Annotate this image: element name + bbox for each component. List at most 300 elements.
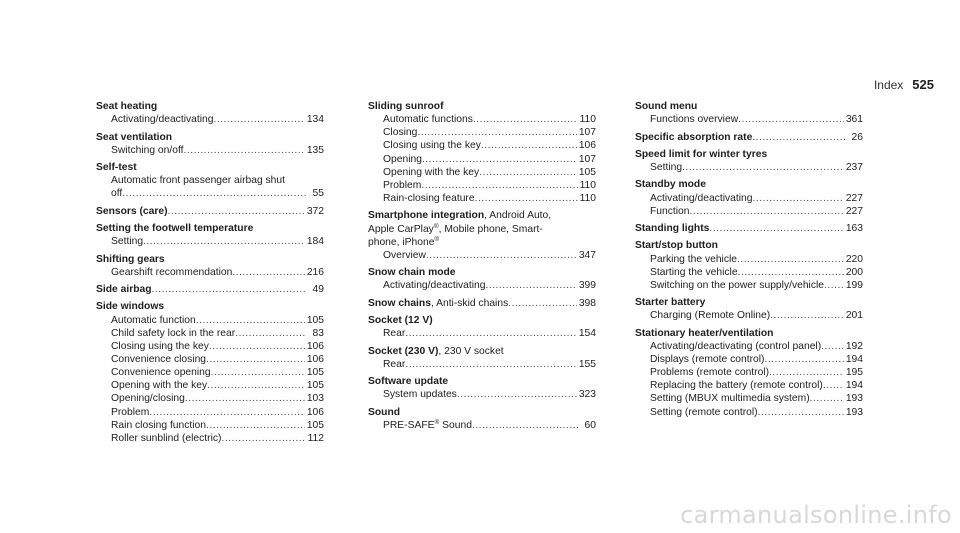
index-subentry [96, 113, 324, 126]
index-headword: Seat ventilation [96, 131, 173, 143]
index-headword-line [368, 406, 596, 419]
index-headword-text [368, 100, 444, 113]
index-subentry [635, 340, 863, 353]
index-subentry-text [111, 379, 207, 392]
index-headword: Software update [368, 376, 449, 388]
index-headword: Setting the footwell temperature [96, 223, 254, 234]
subentry-label: Roller sunblind (electric) [111, 432, 222, 444]
index-subentry [368, 113, 596, 126]
subentry-label: Starting the vehicle [650, 266, 738, 278]
subentry-label: Closing using the key [111, 340, 209, 352]
index-page-ref: 106 [578, 140, 596, 152]
index-subentry-text [650, 353, 764, 366]
index-subentry-text [650, 266, 738, 279]
index-page-ref: 193 [845, 406, 863, 418]
index-headword-text [635, 296, 705, 309]
subentry-label: Automatic functions [383, 114, 473, 126]
subentry-label: Problem [383, 179, 422, 191]
index-page-ref: 106 [306, 353, 324, 365]
index-headword-line [96, 100, 324, 113]
index-page-ref: 227 [845, 192, 863, 204]
page-header [874, 77, 934, 92]
index-subentry-text [383, 279, 485, 292]
index-headword-text [635, 222, 709, 235]
index-entry [368, 406, 596, 432]
subentry-label: Switching on the power supply/vehicle [650, 279, 825, 291]
index-headword-text [368, 297, 508, 310]
subentry-label: Displays (remote control) [650, 353, 765, 365]
dot-leader [770, 309, 844, 322]
index-page-ref: 110 [579, 193, 596, 205]
registered-mark: ® [434, 235, 440, 243]
dot-leader [810, 392, 844, 405]
index-subentry [368, 192, 596, 205]
index-headword-line [635, 178, 863, 191]
index-subentry-text [383, 166, 479, 179]
dot-leader [426, 249, 577, 262]
index-headword-text [96, 222, 253, 235]
index-headword: Self-test [96, 162, 137, 173]
index-headword-line [635, 222, 863, 235]
index-subentry-text [650, 366, 769, 379]
page-number: 525 [912, 77, 934, 92]
index-headword-text [96, 283, 152, 296]
index-subentry-text [650, 379, 823, 392]
subentry-label: Replacing the battery (remote control) [650, 380, 823, 392]
header-label: Index [873, 78, 904, 92]
index-headword: Smartphone integration [368, 210, 485, 222]
index-headword-line [368, 345, 596, 358]
index-headword-text [96, 161, 137, 174]
index-page-ref: 195 [845, 367, 863, 379]
dot-leader [206, 353, 305, 366]
subentry-label: Parking the vehicle [650, 253, 738, 265]
index-entry [96, 205, 324, 218]
index-subentry [368, 327, 596, 340]
index-subentry-text [111, 144, 184, 157]
index-page-ref: 194 [845, 380, 863, 392]
dot-leader [232, 266, 304, 279]
index-headword-text [96, 205, 168, 218]
index-subentry [368, 388, 596, 401]
dot-leader [206, 419, 305, 432]
dot-leader [405, 327, 576, 340]
index-subentry [96, 187, 324, 200]
index-subentry-text [111, 353, 206, 366]
index-entry [368, 297, 596, 310]
dot-leader [211, 366, 305, 379]
index-headword-qualifier: , Anti-skid chains [430, 297, 509, 309]
subentry-label: Closing [383, 127, 418, 139]
index-headword: Standby mode [635, 179, 706, 191]
index-column-1 [96, 100, 324, 449]
index-headword-text [635, 148, 767, 161]
index-headword-line [368, 100, 596, 113]
index-subentry [96, 419, 324, 432]
index-subentry-text [650, 340, 821, 353]
index-page-ref: 184 [306, 236, 324, 248]
index-entry [96, 253, 324, 279]
dot-leader [122, 187, 306, 200]
index-headword-text [96, 131, 172, 144]
index-headword: Speed limit for winter tyres [635, 148, 768, 160]
index-headword-text [96, 300, 164, 313]
index-page-ref: 83 [312, 327, 324, 339]
index-headword: Stationary heater/ventilation [635, 327, 774, 339]
subentry-label: Closing using the key [383, 140, 481, 152]
dot-leader [682, 161, 844, 174]
index-page-ref: 55 [312, 188, 324, 200]
index-headword: Socket (12 V) [368, 315, 433, 327]
dot-leader [472, 419, 578, 432]
subentry-label: Rear [383, 358, 406, 370]
index-headword-text [368, 314, 433, 327]
index-headword-text [96, 253, 165, 266]
subentry-label: Automatic function [111, 314, 196, 326]
dot-leader [473, 113, 578, 126]
index-headword-line [96, 205, 324, 218]
index-headword-text [635, 327, 773, 340]
subentry-label: Sound [439, 419, 472, 431]
index-page-ref: 347 [578, 249, 596, 261]
index-subentry [635, 279, 863, 292]
subentry-label: Activating/deactivating [111, 114, 214, 126]
index-subentry [635, 366, 863, 379]
index-headword-continuation [368, 223, 596, 236]
index-subentry [368, 419, 596, 432]
index-subentry [96, 327, 324, 340]
index-column-3 [635, 100, 863, 423]
index-headword: Starter battery [635, 297, 706, 309]
index-headword-text [368, 209, 551, 222]
index-subentry [635, 353, 863, 366]
index-page-ref: 107 [578, 153, 596, 165]
index-subentry-text [111, 406, 149, 419]
index-subentry [96, 392, 324, 405]
index-subentry-text [650, 192, 752, 205]
index-page-ref: 112 [307, 432, 324, 444]
index-subentry-text [111, 392, 185, 405]
index-subentry [368, 153, 596, 166]
subentry-label: Rain closing function [111, 419, 207, 431]
index-subentry [96, 379, 324, 392]
dot-leader [508, 297, 577, 310]
index-headword: Standing lights [635, 223, 710, 234]
index-page-ref: 106 [306, 406, 324, 418]
index-entry [96, 131, 324, 157]
index-page-ref: 110 [579, 179, 596, 191]
index-subentry-text [383, 358, 405, 371]
index-page-ref: 323 [578, 389, 596, 401]
index-subentry-text [650, 309, 770, 322]
index-page-ref: 201 [845, 310, 863, 322]
index-headword-line [635, 131, 863, 144]
index-subentry-text [111, 366, 211, 379]
index-page-ref: 155 [578, 358, 596, 370]
dot-leader [185, 392, 305, 405]
index-headword-text [635, 239, 718, 252]
index-page-ref: 200 [845, 266, 863, 278]
dot-leader [235, 327, 306, 340]
dot-leader [823, 379, 844, 392]
dot-leader [417, 126, 576, 139]
index-subentry [635, 205, 863, 218]
dot-leader [481, 139, 577, 152]
dot-leader [422, 153, 577, 166]
dot-leader [213, 113, 304, 126]
index-entry [96, 222, 324, 248]
index-page-ref: 227 [845, 205, 863, 217]
subentry-label: Activating/deactivating (control panel) [650, 340, 822, 352]
index-entry [368, 314, 596, 340]
index-subentry [368, 249, 596, 262]
subentry-label: System updates [383, 389, 457, 401]
index-headword-text [368, 266, 456, 279]
watermark-text: carmanualsonline.info [680, 501, 952, 529]
dot-leader [764, 353, 843, 366]
index-headword-line [635, 148, 863, 161]
continuation-text: phone, iPhone [368, 236, 435, 248]
index-subentry-text [111, 235, 143, 248]
index-subentry [96, 353, 324, 366]
index-entry [635, 178, 863, 217]
index-page-ref: 107 [578, 127, 596, 139]
index-subentry-text [650, 205, 690, 218]
index-page-ref: 361 [845, 114, 863, 126]
subentry-label: Opening/closing [111, 393, 185, 405]
index-subentry-text: off [111, 188, 123, 200]
dot-leader [769, 366, 844, 379]
index-subentry [368, 279, 596, 292]
index-headword-line [368, 266, 596, 279]
index-page-ref: 192 [845, 340, 863, 352]
subentry-label: Convenience opening [111, 367, 211, 379]
index-entry [368, 375, 596, 401]
index-entry [635, 148, 863, 174]
index-headword: Sliding sunroof [368, 101, 444, 112]
index-subentry-text: Automatic front passenger airbag shut [111, 175, 286, 187]
index-subentry [368, 126, 596, 139]
index-headword-line [368, 297, 596, 310]
index-entry [96, 283, 324, 296]
index-subentry-text [383, 192, 475, 205]
index-column-2 [368, 100, 596, 436]
index-headword-text [368, 345, 504, 358]
index-subentry [96, 235, 324, 248]
index-subentry-text [111, 113, 213, 126]
subentry-label: Problems (remote control) [650, 367, 770, 379]
index-page-ref: 193 [845, 393, 863, 405]
subentry-label: Opening with the key [383, 166, 480, 178]
index-entry [635, 239, 863, 292]
index-subentry-text [383, 139, 481, 152]
index-subentry-text [111, 340, 209, 353]
dot-leader [149, 406, 304, 419]
dot-leader [824, 279, 844, 292]
subentry-label: Rear [383, 328, 406, 340]
index-subentry-text [111, 432, 221, 445]
index-page-ref: 194 [845, 353, 863, 365]
dot-leader [457, 388, 577, 401]
index-subentry-text [383, 419, 472, 432]
index-subentry [96, 406, 324, 419]
index-headword-continuation [368, 236, 596, 249]
index-page-ref: 26 [851, 131, 863, 143]
index-subentry-text [383, 179, 421, 192]
index-headword-qualifier: , Android Auto, [484, 210, 552, 222]
subentry-label: Switching on/off [111, 144, 184, 156]
index-headword-line [96, 283, 324, 296]
index-headword-text [368, 406, 400, 419]
subentry-label: Problem [111, 406, 150, 418]
index-headword: Snow chains [368, 297, 431, 309]
dot-leader [207, 379, 305, 392]
index-headword: Sound menu [635, 101, 698, 112]
subentry-label: Gearshift recommendation [111, 266, 233, 278]
dot-leader [738, 113, 844, 126]
index-page-ref: 105 [306, 314, 324, 326]
index-subentry-text [111, 419, 206, 432]
index-page-ref: 220 [845, 253, 863, 265]
index-headword-qualifier: , 230 V socket [438, 345, 504, 357]
subentry-label: Rain-closing feature [383, 193, 475, 205]
index-subentry [635, 392, 863, 405]
index-subentry-text [383, 113, 473, 126]
index-headword-line [368, 209, 596, 222]
registered-mark: ® [434, 418, 440, 426]
dot-leader [737, 253, 844, 266]
subentry-label: Opening with the key [111, 380, 208, 392]
index-subentry-text [650, 392, 810, 405]
index-entry [635, 222, 863, 235]
index-headword: Specific absorption rate [635, 131, 753, 143]
index-page-ref: 216 [306, 266, 324, 278]
index-subentry-text [650, 161, 682, 174]
index-subentry [635, 379, 863, 392]
subentry-label: Child safety lock in the rear [111, 327, 236, 339]
index-headword-line [96, 131, 324, 144]
subentry-label: Function [650, 205, 690, 217]
subentry-label: Activating/deactivating [383, 280, 486, 292]
index-subentry-text [650, 113, 738, 126]
index-headword: Sound [368, 406, 401, 418]
index-page-ref: 49 [312, 284, 324, 295]
index-subentry [635, 253, 863, 266]
index-headword-line [96, 300, 324, 313]
index-entry [368, 266, 596, 292]
index-entry [96, 161, 324, 200]
index-subentry-text [650, 279, 824, 292]
registered-mark: ® [433, 222, 439, 230]
index-entry [368, 100, 596, 205]
index-headword-line [635, 327, 863, 340]
index-entry [96, 300, 324, 445]
dot-leader [209, 340, 305, 353]
index-page-ref: 398 [578, 297, 596, 309]
index-subentry [368, 166, 596, 179]
index-page-ref: 154 [578, 328, 596, 340]
dot-leader [421, 179, 577, 192]
subentry-label: Activating/deactivating [650, 192, 753, 204]
index-page-ref: 103 [306, 393, 324, 405]
dot-leader [475, 192, 578, 205]
index-entry [368, 209, 596, 262]
index-subentry [368, 179, 596, 192]
dot-leader [758, 406, 844, 419]
index-page-ref: 237 [845, 162, 863, 173]
index-subentry-text [111, 327, 235, 340]
subentry-label: Setting (MBUX multimedia system) [650, 393, 810, 405]
index-subentry [635, 266, 863, 279]
dot-leader [690, 205, 844, 218]
index-subentry [635, 113, 863, 126]
index-headword: Shifting gears [96, 253, 165, 265]
index-subentry [635, 406, 863, 419]
index-headword-text [635, 100, 697, 113]
index-headword: Start/stop button [635, 240, 718, 252]
subentry-label: Convenience closing [111, 353, 207, 365]
index-page-ref: 135 [306, 144, 324, 156]
dot-leader [184, 144, 305, 157]
index-subentry [96, 432, 324, 445]
subentry-label: Setting [650, 162, 683, 173]
index-page-ref: 110 [579, 114, 596, 126]
index-page-ref: 199 [845, 279, 863, 291]
index-page-ref: 372 [306, 205, 324, 217]
index-headword-line [635, 100, 863, 113]
dot-leader [152, 283, 306, 296]
index-subentry-text [383, 327, 405, 340]
index-subentry [96, 366, 324, 379]
index-subentry-text [111, 266, 232, 279]
subentry-label: Overview [383, 249, 426, 261]
index-headword-line [96, 161, 324, 174]
index-entry [635, 131, 863, 144]
dot-leader [752, 192, 843, 205]
index-page-ref: 399 [578, 280, 596, 292]
index-headword-text [96, 100, 157, 113]
index-subentry [96, 340, 324, 353]
index-page-ref: 134 [306, 114, 324, 126]
index-subentry-text [383, 249, 426, 262]
index-headword: Seat heating [96, 101, 158, 112]
index-page-ref: 106 [306, 340, 324, 352]
index-subentry-text [650, 253, 737, 266]
index-subentry [635, 161, 863, 174]
subentry-label: Setting (remote control) [650, 406, 758, 418]
dot-leader [196, 314, 305, 327]
index-entry [635, 296, 863, 322]
index-page-ref: 105 [306, 380, 324, 392]
index-entry [635, 100, 863, 126]
dot-leader [168, 205, 305, 218]
index-subentry-text [383, 126, 417, 139]
index-headword: Snow chain mode [368, 267, 456, 279]
index-subentry [635, 192, 863, 205]
continuation-text: , Mobile phone, Smart- [438, 223, 543, 235]
subentry-label: Functions overview [650, 114, 739, 126]
index-headword: Side airbag [96, 284, 152, 295]
index-page-ref: 105 [578, 166, 596, 178]
index-subentry-text [383, 153, 422, 166]
index-headword-line [368, 375, 596, 388]
subentry-label: Opening [383, 153, 422, 165]
index-headword-line [96, 253, 324, 266]
index-subentry [96, 266, 324, 279]
index-headword-text [635, 178, 706, 191]
dot-leader [479, 166, 577, 179]
index-headword-text [635, 131, 752, 144]
